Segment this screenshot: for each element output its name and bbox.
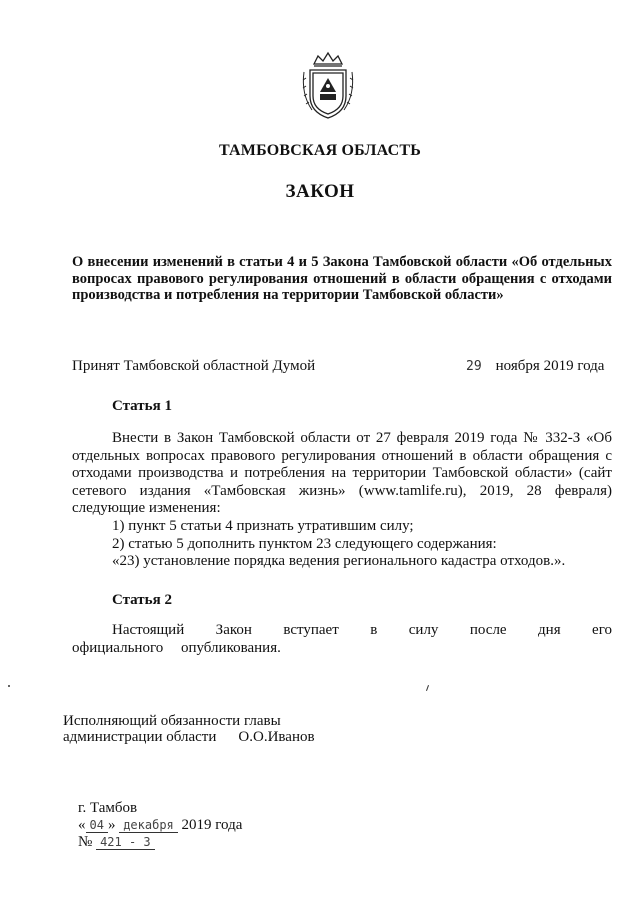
signing-day: 04 — [86, 818, 108, 833]
city: г. Тамбов — [78, 800, 138, 816]
signing-year: 2019 года — [181, 817, 243, 833]
signatory-position-line-1: Исполняющий обязанности главы — [63, 713, 281, 729]
article-2-body: Настоящий Закон вступает в силу после дня его официального опубликования. — [72, 622, 612, 656]
article-1-title: Статья 1 — [112, 398, 172, 414]
signing-date: « 04 » декабря 2019 года — [78, 817, 243, 833]
article-2-title: Статья 2 — [112, 592, 172, 608]
adopted-by: Принят Тамбовской областной Думой — [72, 358, 316, 374]
signatory-position-line-2: администрации области — [63, 729, 217, 745]
article-1-item: 1) пункт 5 статьи 4 признать утратившим силу; — [112, 517, 414, 534]
article-1-item: «23) установление порядка ведения регионального кадастра отходов.». — [112, 553, 566, 570]
article-1-body — [72, 430, 612, 571]
signing-month: декабря — [119, 818, 178, 833]
article-1-item: 2) статью 5 дополнить пунктом 23 следующего содержания: — [112, 535, 497, 552]
adopted-day: 29 — [466, 359, 482, 374]
scan-mark — [8, 685, 10, 687]
scan-mark — [426, 685, 429, 691]
signatory-name: О.О.Иванов — [238, 729, 315, 745]
adopted-month-year: ноября 2019 года — [495, 358, 605, 374]
coat-of-arms-icon — [300, 50, 356, 120]
law-number: № 421 - З — [78, 834, 242, 851]
region-title: ТАМБОВСКАЯ ОБЛАСТЬ — [218, 142, 422, 159]
article-1-intro: Внести в Закон Тамбовской области от 27 февраля 2019 года № 332-З «Об отдельных вопросах правового регулирования отношений в области обращения с отходами производства и потребления на территории Тамбовской области» (сайт сетевого издания «Тамбовская жизнь» (www.tamlife.ru), 2019, 28 февраля) следующие изменения: — [72, 430, 612, 517]
document-type: ЗАКОН — [285, 181, 355, 202]
law-number-value: 421 - З — [96, 835, 155, 850]
law-subject: О внесении изменений в статьи 4 и 5 Закона Тамбовской области «Об отдельных вопросах правового регулирования отношений в области обращения с отходами производства и потребления на территории Тамбовской области» — [72, 254, 612, 303]
place-and-date — [78, 800, 242, 851]
signature-block — [63, 713, 315, 745]
adopted-date — [466, 358, 604, 375]
